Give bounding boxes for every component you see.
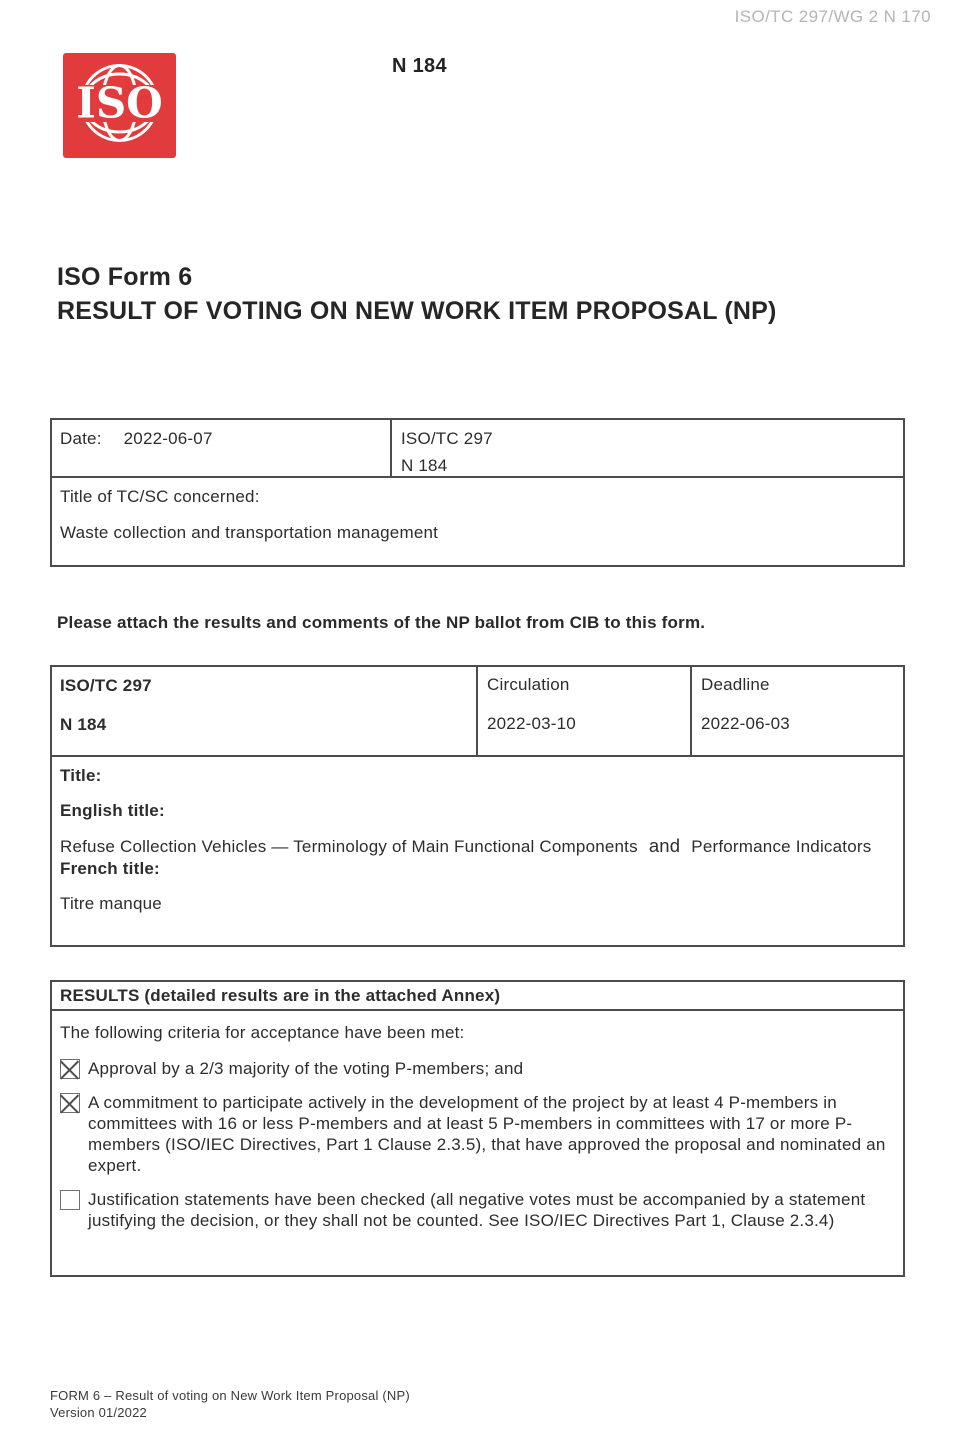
info-table-row-1 [52,420,903,478]
date-value: 2022-06-07 [123,429,213,448]
iso-globe-icon [63,53,176,158]
tc-title-value: Waste collection and transportation management [60,523,439,542]
footer-form-name: FORM 6 – Result of voting on New Work Item Proposal (NP) [50,1388,410,1403]
committee-name: ISO/TC 297 [401,429,493,448]
criterion-row [60,1058,891,1079]
iso-logo [63,53,176,158]
document-number: N 184 [401,456,448,475]
criterion-text: Approval by a 2/3 majority of the voting P-members; and [88,1059,524,1078]
english-title-conjunction: and [648,835,681,856]
results-header: RESULTS (detailed results are in the attached Annex) [52,982,903,1011]
doc-reference: ISO/TC 297/WG 2 N 170 [734,7,931,26]
attach-note: Please attach the results and comments of the NP ballot from CIB to this form. [57,613,706,632]
date-cell [52,420,392,476]
english-title-label: English title: [60,801,165,820]
criterion-row [60,1092,891,1176]
checkbox-checked-icon[interactable] [60,1093,80,1113]
criterion-text: A commitment to participate actively in the development of the project by at least 4 P-members in committees with 16 or less P-members and at least 5 P-members in committees with 17 or more P-members (ISO/IEC Directives, Part 1 Clause 2.3.5), that have approved the proposal and nominated an expert. [88,1093,886,1175]
english-title-value: Refuse Collection Vehicles — Terminology of Main Functional Components and Performance Indicators [60,835,872,856]
results-intro: The following criteria for acceptance have been met: [60,1023,465,1042]
ballot-table-header [52,667,903,757]
tc-title-label: Title of TC/SC concerned: [60,487,260,506]
form-title [57,260,927,328]
french-title-value: Titre manque [60,894,162,913]
checkbox-unchecked-icon[interactable] [60,1190,80,1210]
title-label: Title: [60,766,102,785]
svg-text:ISO: ISO [76,78,163,128]
committee-ref-cell [392,420,903,476]
page-footer [50,1387,410,1421]
french-title-label: French title: [60,859,160,878]
form-title-line2: RESULT OF VOTING ON NEW WORK ITEM PROPOSAL (NP) [57,297,777,325]
deadline-cell [692,667,903,755]
doc-number-top: N 184 [392,55,447,77]
ballot-committee: ISO/TC 297 [60,676,152,695]
date-label: Date: [60,429,102,448]
form-title-line1: ISO Form 6 [57,263,193,291]
circulation-cell [478,667,692,755]
criterion-row [60,1189,891,1231]
deadline-label: Deadline [701,675,770,694]
results-table [50,980,905,1277]
ballot-doc-number: N 184 [60,715,107,734]
criterion-text: Justification statements have been checked (all negative votes must be accompanied by a statement justifying the decision, or they shall not be counted. See ISO/IEC Directives Part 1, Clause 2.3.4) [88,1190,866,1230]
ballot-committee-cell [52,667,478,755]
deadline-date: 2022-06-03 [701,714,790,733]
circulation-date: 2022-03-10 [487,714,576,733]
ballot-title-cell [52,757,903,945]
footer-version: Version 01/2022 [50,1405,147,1420]
info-table [50,418,905,567]
results-body [52,1011,903,1275]
checkbox-checked-icon[interactable] [60,1059,80,1079]
circulation-label: Circulation [487,675,570,694]
tc-title-cell [52,478,903,565]
criteria-list [60,1058,891,1231]
ballot-table [50,665,905,947]
